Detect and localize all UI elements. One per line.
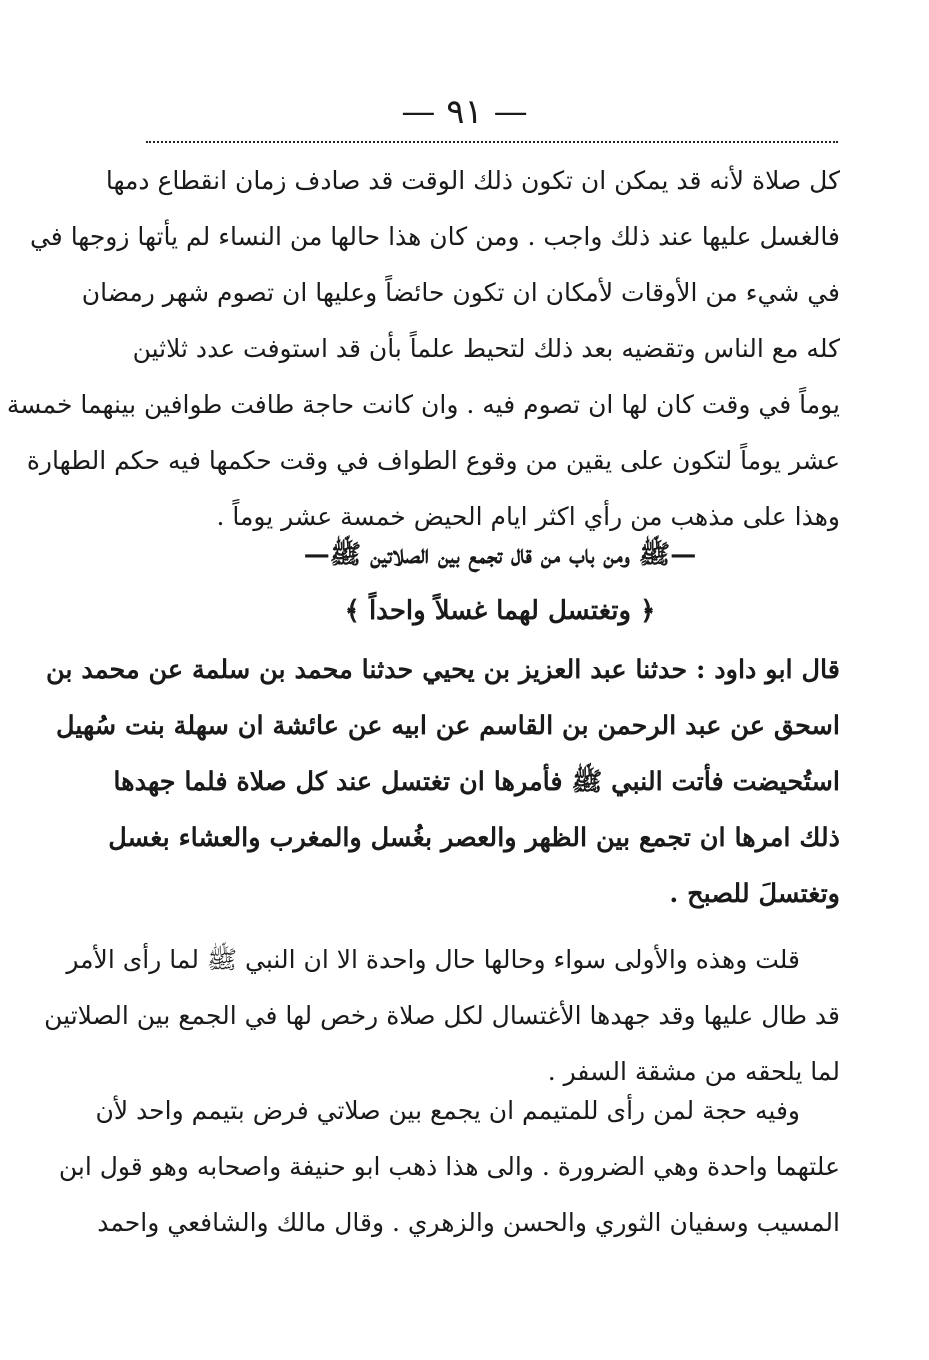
text-line: علتهما واحدة وهي الضرورة . والى هذا ذهب ابو حنيفة واصحابه وهو قول ابن [58,1152,840,1181]
section-heading: —ﷺ ومن باب من قال تجمع بين الصلاتين ﷺ— [303,540,697,570]
text-line: كل صلاة لأنه قد يمكن ان تكون ذلك الوقت قد صادف زمان انقطاع دمها [105,166,840,195]
text-line: ذلك امرها ان تجمع بين الظهر والعصر بغُسل والمغرب والعشاء بغسل [108,823,840,853]
text-line: وتغتسلَ للصبح . [669,879,840,909]
text-line: في شيء من الأوقات لأمكان ان تكون حائضاً وعليها ان تصوم شهر رمضان [81,278,840,307]
text-line: قلت وهذه والأولى سواء وحالها حال واحدة الا ان النبي ﷺ لما رأى الأمر [66,945,800,974]
commentary-paragraph [44,932,840,1100]
text-line: لما يلحقه من مشقة السفر . [547,1057,840,1086]
page-number: — ٩١ — [401,92,528,132]
header-rule [146,141,838,143]
text-line: كله مع الناس وتقضيه بعد ذلك لتحيط علماً بأن قد استوفت عدد ثلاثين [132,334,840,363]
paragraph-1 [6,153,840,545]
text-line: استُحيضت فأتت النبي ﷺ فأمرها ان تغتسل عند كل صلاة فلما جهدها [113,767,840,797]
text-line: وهذا على مذهب من رأي اكثر ايام الحيض خمسة عشر يوماً . [216,502,840,531]
commentary-paragraph-2 [58,1083,840,1251]
section-subheading: ﴿ وتغتسل لهما غسلاً واحداً ﴾ [344,596,656,626]
text-line: اسحق عن عبد الرحمن بن القاسم عن ابيه عن عائشة ان سهلة بنت سُهيل [55,711,840,741]
hadith-paragraph [45,642,840,922]
text-line: المسيب وسفيان الثوري والحسن والزهري . وقال مالك والشافعي واحمد [97,1208,840,1237]
text-line: قد طال عليها وقد جهدها الأغتسال لكل صلاة رخص لها في الجمع بين الصلاتين [44,1001,840,1030]
text-line: وفيه حجة لمن رأى للمتيمم ان يجمع بين صلاتي فرض بتيمم واحد لأن [95,1096,800,1125]
text-line: يوماً في وقت كان لها ان تصوم فيه . وان كانت حاجة طافت طوافين بينهما خمسة [6,390,840,419]
text-line: فالغسل عليها عند ذلك واجب . ومن كان هذا حالها من النساء لم يأتها زوجها في [29,222,840,251]
text-line: عشر يوماً لتكون على يقين من وقوع الطواف في وقت حكمها فيه حكم الطهارة [26,446,840,475]
text-line: قال ابو داود : حدثنا عبد العزيز بن يحيي حدثنا محمد بن سلمة عن محمد بن [45,655,840,685]
